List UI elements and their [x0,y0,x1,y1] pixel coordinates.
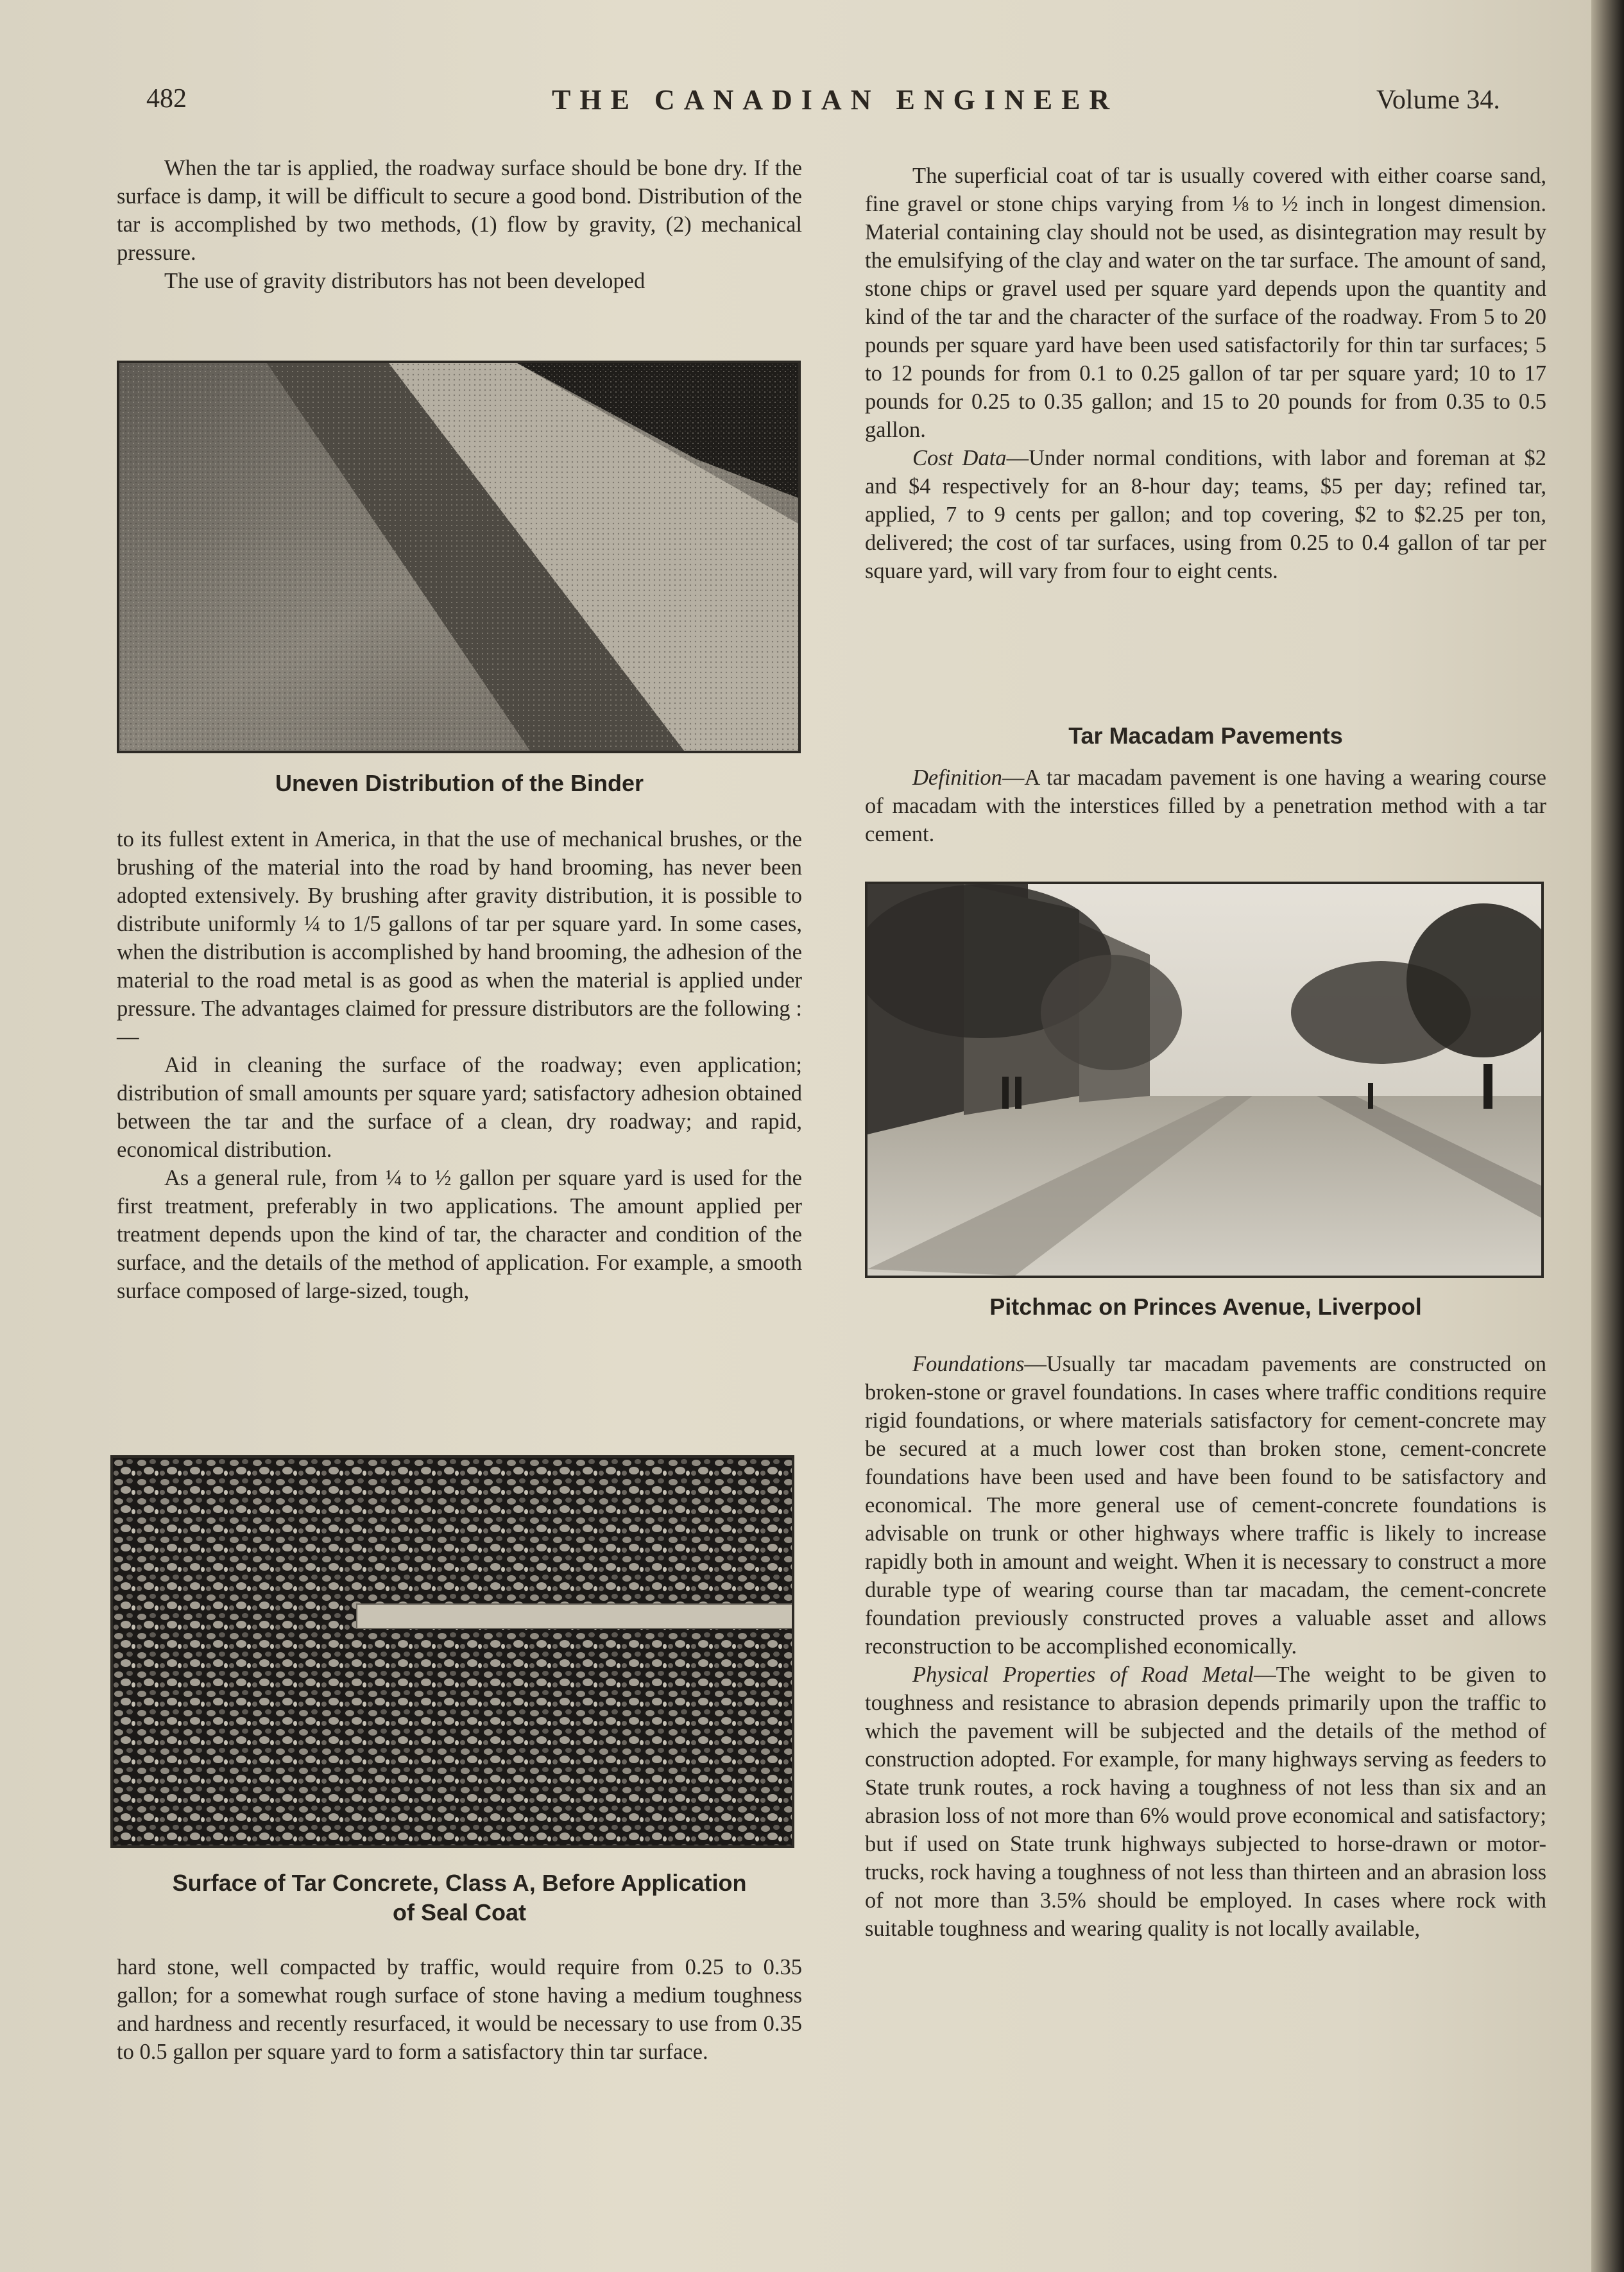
paragraph: The use of gravity distributors has not been developed [164,269,645,293]
page-number: 482 [146,84,187,114]
caption-princes-avenue: Pitchmac on Princes Avenue, Liverpool [989,1294,1422,1320]
paragraph-text: —The weight to be given to toughness and resistance to abrasion depends primarily upon the traffic to which the pavement will be subjected and the details of the method of construction adopted. For example, for many highways serving as feeders to State trunk routes, a rock having a toughness of not less than six and an abrasion loss of not more than 6% would prove economical and satisfactory; but if used on State trunk highways subjected to horse-drawn or motor-trucks, rock having a toughness of not less than thirteen and an abrasion loss of not more than 3.5% should be employed. In cases where rock with suitable toughness and wearing quality is not locally available, [865,1662,1546,1941]
col1-block2 [117,825,802,1305]
paragraph-foundations [865,1350,1546,1661]
paragraph: The superficial coat of tar is usually covered with either coarse sand, fine gravel or stone chips varying from ⅛ to ½ inch in longest dimension. Material containing clay should not be used, as disintegration may result by the emulsifying of the clay and water on the tar surface. The amount of sand, stone chips or gravel used per square yard depends upon the quantity and kind of the tar and the character of the surface of the roadway. From 5 to 20 pounds per square yard have been used satisfactorily for thin tar surfaces; 5 to 12 pounds for from 0.1 to 0.25 gallon of tar per square yard; 10 to 17 pounds for 0.25 to 0.35 gallon; and 15 to 20 pounds for from 0.35 to 0.5 gallon. [865,164,1546,442]
photo-uneven-binder [117,361,801,753]
volume-label: Volume 34. [1376,85,1500,115]
caption-line: of Seal Coat [392,1899,527,1926]
paragraph: As a general rule, from ¼ to ½ gallon per square yard is used for the first treatment, preferably in two applications. The amount applied per treatment depends upon the kind of tar, the character and condition of the surface, and the details of the method of application. For example, a smooth surface composed of large-sized, tough, [117,1166,802,1303]
paragraph-cost-data [865,444,1546,585]
col1-block3 [117,1953,802,2066]
caption-uneven-binder: Uneven Distribution of the Binder [275,770,644,796]
paragraph: When the tar is applied, the roadway surface should be bone dry. If the surface is damp, it will be difficult to secure a good bond. Distribution of the tar is accomplished by two methods, (1) flow by gravity, (2) mechanical pressure. [117,156,802,265]
caption-line: Surface of Tar Concrete, Class A, Before Application [172,1870,747,1896]
run-in-heading: Foundations [912,1352,1025,1376]
run-in-heading: Definition [912,765,1002,790]
caption-tar-concrete [117,1868,802,1927]
photo-tar-concrete [110,1455,794,1848]
journal-title: THE CANADIAN ENGINEER [552,84,1119,115]
paragraph-physical-properties [865,1661,1546,1943]
col2-definition [865,764,1546,848]
run-in-heading: Cost Data [912,446,1007,470]
paragraph-text: —Usually tar macadam pavements are constructed on broken-stone or gravel foundations. In cases where traffic conditions require rigid foundations, or where materials satisfactory for cement-concrete may be secured at a much lower cost than broken stone, cement-concrete foundations have been used and have been found to be satisfactory and economical. The more general use of cement-concrete foundations is advisable on trunk or other highways where traffic is likely to increase rapidly both in amount and weight. When it is necessary to construct a more durable type of wearing course than tar macadam, the cement-concrete foundation previously constructed proves a valuable asset and allows reconstruction to be accomplished economically. [865,1352,1546,1659]
paragraph: Aid in cleaning the surface of the roadway; even application; distribution of small amounts per square yard; satisfactory adhesion obtained between the tar and the surface of a clean, dry roadway; and rapid, economical distribution. [117,1053,802,1162]
paragraph: to its fullest extent in America, in that the use of mechanical brushes, or the brushing of the material into the road by hand brooming, has never been adopted extensively. By brushing after gravity distribution, it is possible to distribute uniformly ¼ to 1/5 gallons of tar per square yard. In some cases, when the distribution is accomplished by hand brooming, the adhesion of the material to the road metal is as good as when the material is applied under pressure. The advantages claimed for pressure distributors are the following :— [117,827,802,1049]
paragraph-text: —Under normal conditions, with labor and foreman at $2 and $4 respectively for an 8-hour day; teams, $5 per day; refined tar, applied, 7 to 9 cents per gallon; and top covering, $2 to $2.25 per ton, delivered; the cost of tar surfaces, using from 0.25 to 0.4 gallon of tar per square yard, will vary from four to eight cents. [865,446,1546,583]
run-in-heading: Physical Properties of Road Metal [912,1662,1254,1687]
book-spine [1591,0,1624,2272]
col2-block1 [865,162,1546,585]
paragraph-definition [865,764,1546,848]
photo-princes-avenue [865,882,1544,1278]
section-heading: Tar Macadam Pavements [1068,722,1343,749]
running-header [0,83,1591,122]
col1-block1 [117,154,802,295]
paragraph: hard stone, well compacted by traffic, would require from 0.25 to 0.35 gallon; for a somewhat rough surface of stone having a medium toughness and hardness and recently resurfaced, it would be necessary to use from 0.35 to 0.5 gallon per square yard to form a satisfactory thin tar surface. [117,1955,802,2064]
paragraph-text: —A tar macadam pavement is one having a wearing course of macadam with the interstices filled by a penetration method with a tar cement. [865,765,1546,846]
col2-block2 [865,1350,1546,1943]
